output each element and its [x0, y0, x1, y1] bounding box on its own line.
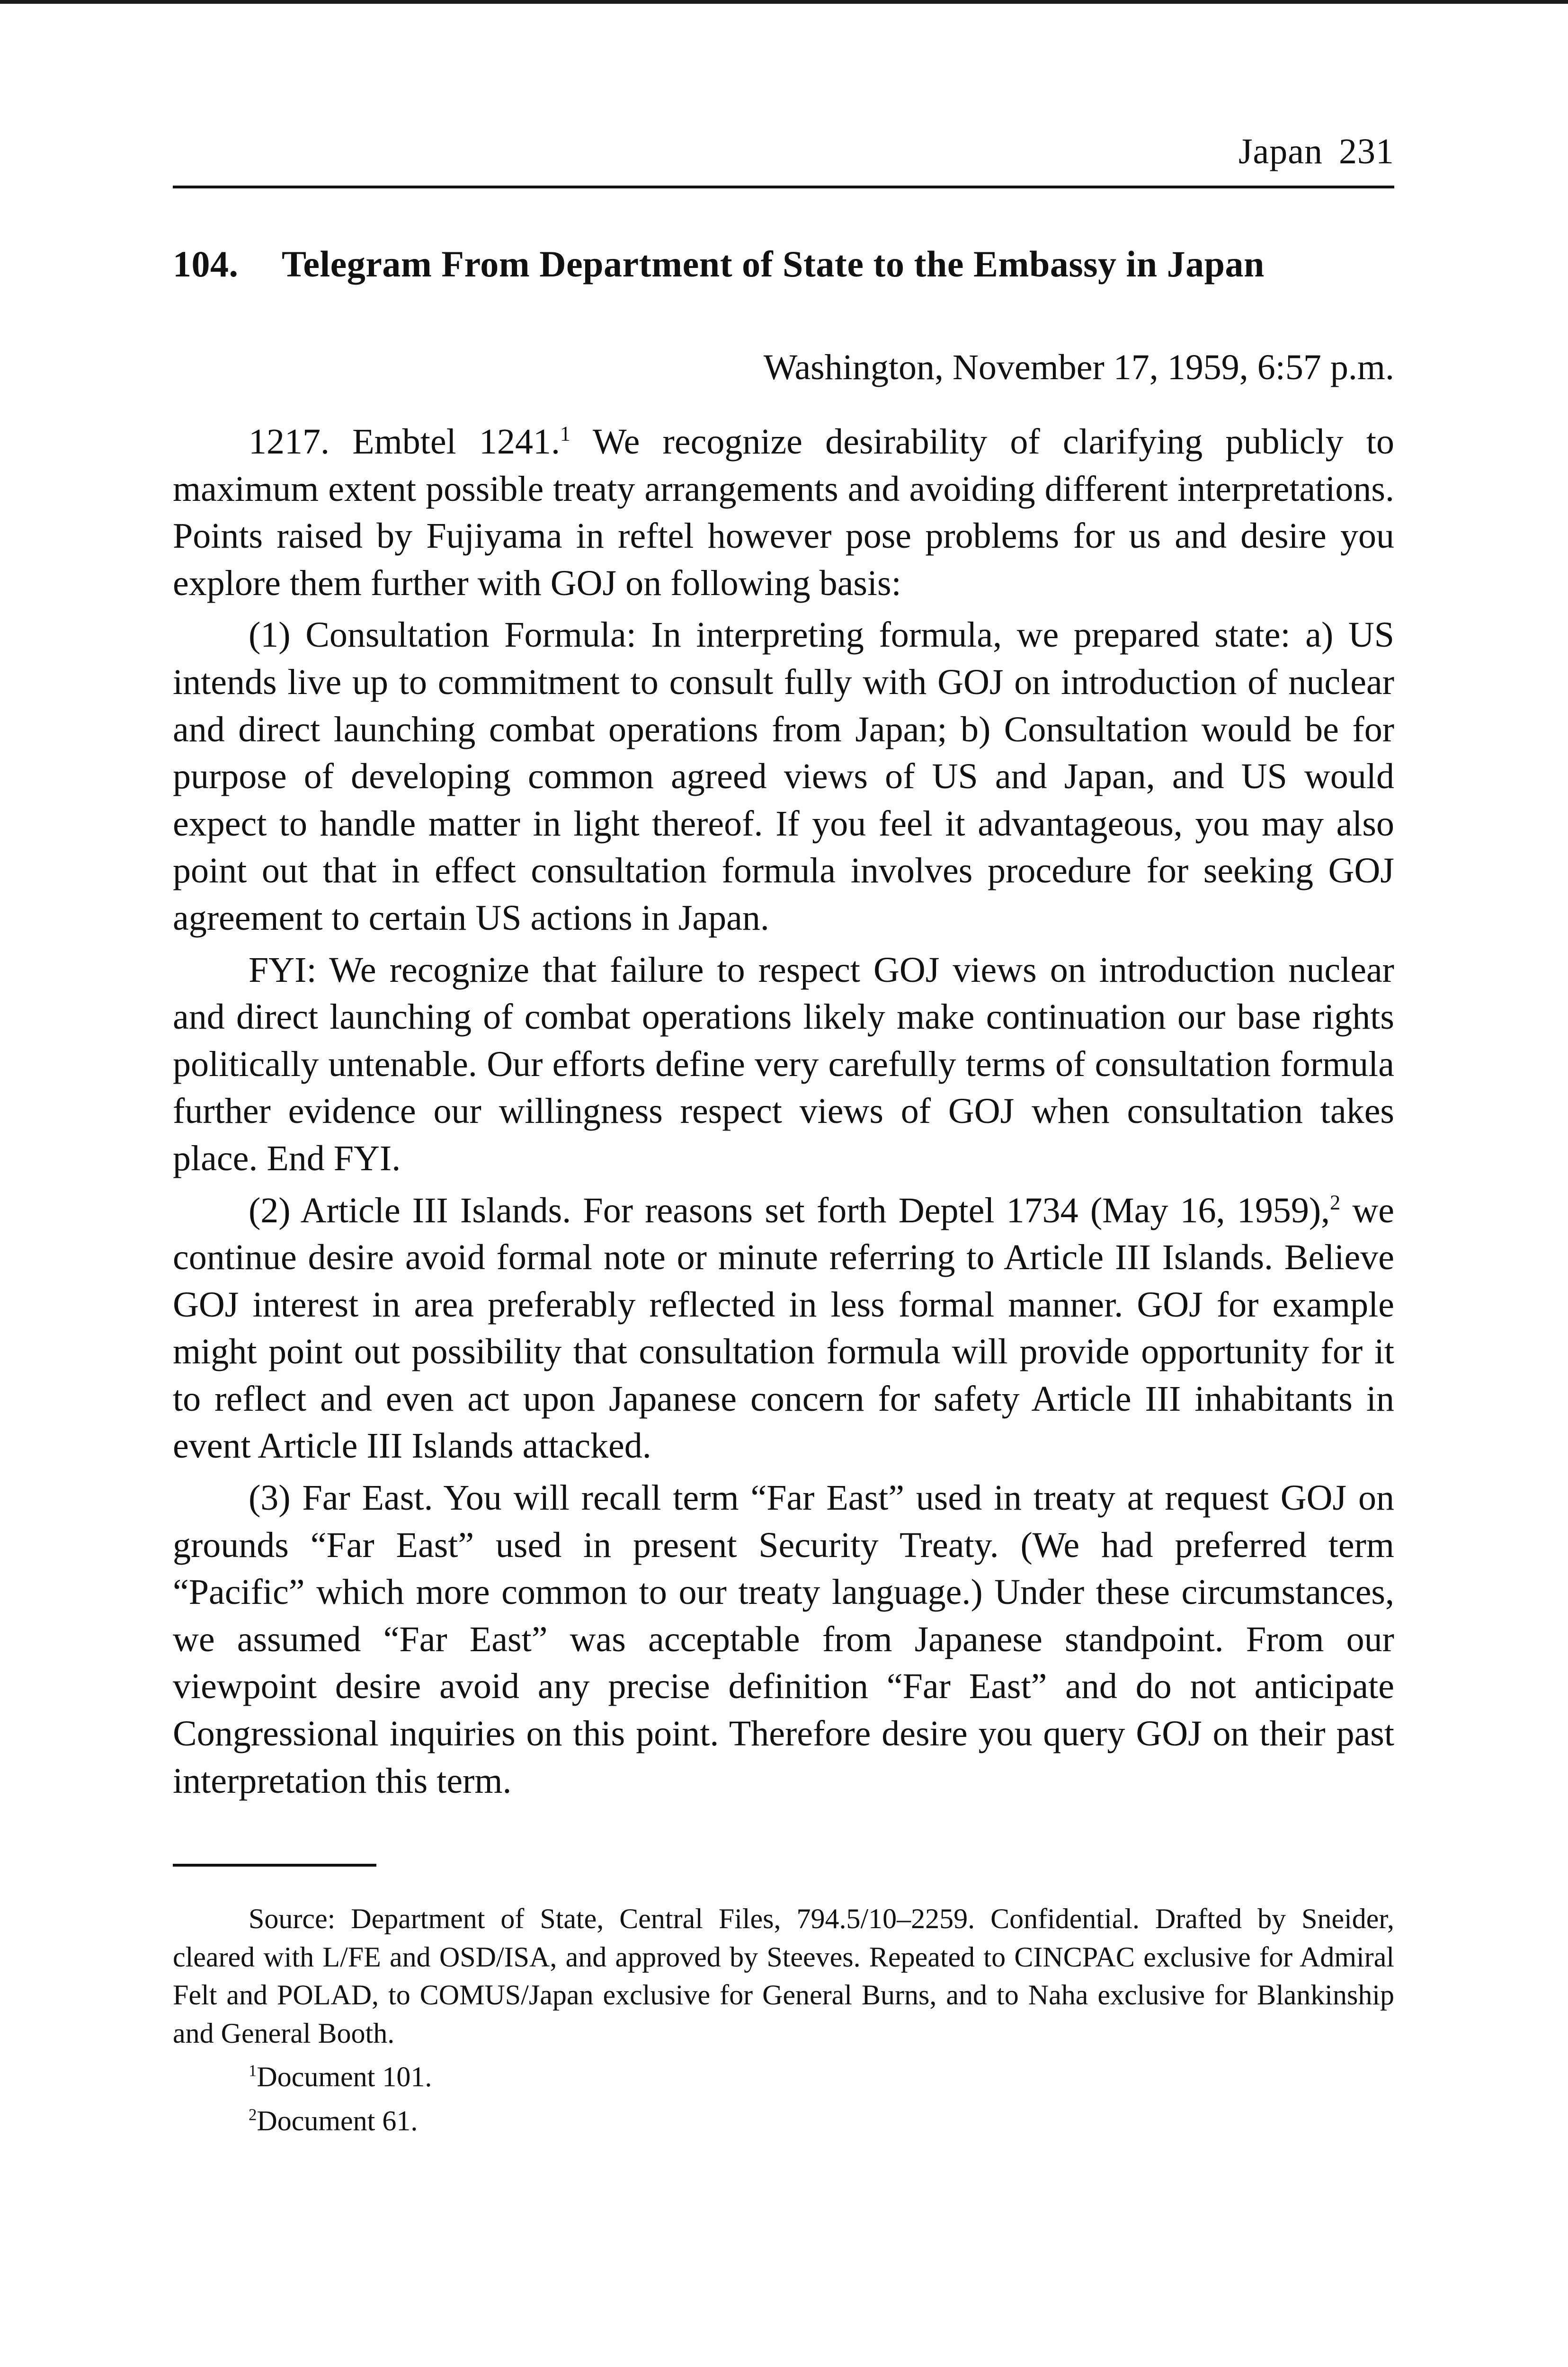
footnote-ref-1: 1 [560, 422, 571, 445]
paragraph-far-east: (3) Far East. You will recall term “Far East” used in treaty at request GOJ on grounds “Far East” used in present Security Treaty. (We had preferred term “Pacific” which more common to our treaty language.) Under these circumstances, we assumed “Far East” was acceptable from Japanese standpoint. From our viewpoint desire avoid any precise definition “Far East” and do not anticipate Congressional inquiries on this point. Therefore desire you query GOJ on their past interpretation this term. [173, 1478, 1394, 1801]
footnote-rule [173, 1864, 376, 1867]
document-page [173, 128, 1394, 2140]
paragraph-article-iii [173, 1187, 1394, 1470]
footnote-ref-2: 2 [1330, 1191, 1341, 1214]
footnote-1 [173, 2058, 1394, 2096]
telegram-body [173, 418, 1394, 1805]
paragraph-article-iii-lead: (2) Article III Islands. For reasons set forth Deptel 1734 (May 16, 1959), [249, 1190, 1330, 1230]
document-number: 104. [173, 243, 239, 285]
paragraph-1 [173, 418, 1394, 607]
paragraph-article-iii-text: we continue desire avoid formal note or minute referring to Article III Islands. Believe GOJ interest in area preferably reflected in less formal manner. GOJ for example might point out possibility that consultation formula will provide opportunity for it to reflect and even act upon Japanese concern for safety Article III inhabitants in event Article III Islands attacked. [173, 1190, 1394, 1466]
footnote-2-marker: 2 [249, 2105, 257, 2124]
paragraph-1-text: We recognize desirability of clarifying publicly to maximum extent possible treaty arrangements and avoiding different interpretations. Points raised by Fujiyama in reftel however pose problems for us and desire you explore them further with GOJ on following basis: [173, 422, 1394, 603]
footnote-2-text: Document 61. [257, 2105, 418, 2136]
footnote-2 [173, 2102, 1394, 2140]
footnotes [173, 1900, 1394, 2140]
footnote-1-marker: 1 [249, 2061, 257, 2080]
page-number: 231 [1339, 132, 1394, 171]
dateline: Washington, November 17, 1959, 6:57 p.m. [763, 347, 1394, 387]
running-head-section: Japan [1238, 132, 1323, 171]
document-title [173, 240, 1394, 288]
document-title-text: Telegram From Department of State to the Embassy in Japan [282, 243, 1265, 285]
source-note: Source: Department of State, Central Files, 794.5/10–2259. Confidential. Drafted by Sneider, cleared with L/FE and OSD/ISA, and approved by Steeves. Repeated to CINCPAC exclusive for Admiral Felt and POLAD, to COMUS/Japan exclusive for General Burns, and to Naha exclusive for Blankinship and General Booth. [173, 1903, 1394, 2049]
scan-top-edge [0, 0, 1568, 4]
footnote-1-text: Document 101. [257, 2061, 432, 2093]
paragraph-fyi: FYI: We recognize that failure to respect GOJ views on introduction nuclear and direct launching of combat operations likely make continuation our base rights politically untenable. Our efforts define very carefully terms of consultation formula further evidence our willingness respect views of GOJ when consultation takes place. End FYI. [173, 950, 1394, 1178]
header-rule [173, 186, 1394, 188]
paragraph-1-lead: 1217. Embtel 1241. [249, 422, 560, 462]
running-head [173, 128, 1394, 175]
paragraph-consultation-formula: (1) Consultation Formula: In interpreting formula, we prepared state: a) US intends live up to commitment to consult fully with GOJ on introduction of nuclear and direct launching combat operations from Japan; b) Consultation would be for purpose of developing common agreed views of US and Japan, and US would expect to handle matter in light thereof. If you feel it advantageous, you may also point out that in effect consultation formula involves procedure for seeking GOJ agreement to certain US actions in Japan. [173, 615, 1394, 938]
